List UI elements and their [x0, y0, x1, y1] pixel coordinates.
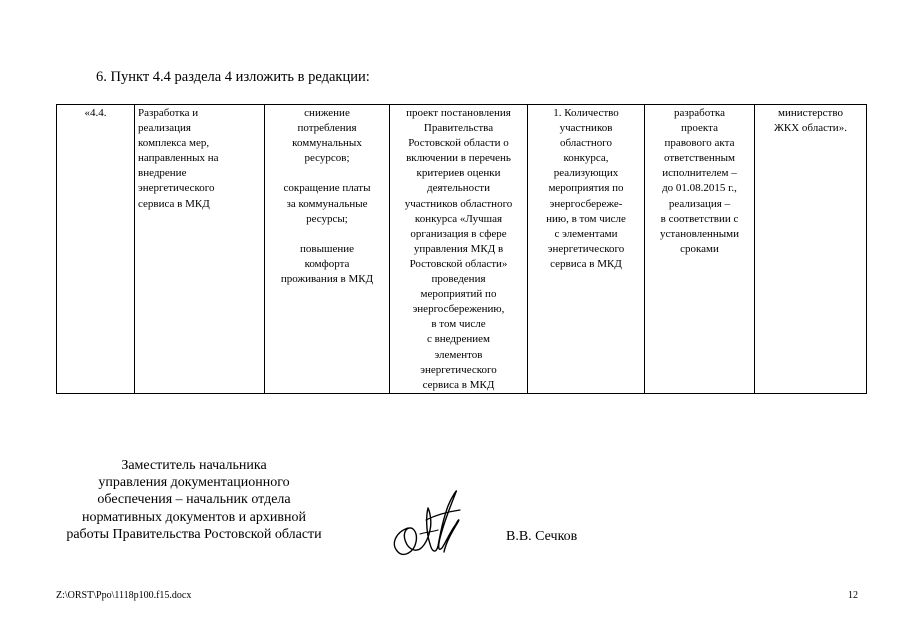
cell-line: энергосбереже-: [549, 197, 623, 210]
signer-name: В.В. Сечков: [506, 529, 578, 544]
cell-line: управления МКД в: [413, 242, 504, 255]
cell-line: областного: [559, 137, 612, 150]
cell-line: Ростовской области о: [408, 137, 509, 150]
cell-line: ЖКХ области».: [774, 122, 847, 135]
cell-line: Правительства: [423, 122, 494, 135]
cell-line: с внедрением: [426, 333, 491, 346]
cell-line: энергетического: [138, 182, 215, 195]
cell-line: Разработка и: [138, 107, 199, 119]
cell-expected-result: [265, 105, 390, 394]
cell-line: министерство: [777, 107, 843, 119]
cell-line: в том числе: [431, 318, 486, 331]
cell-line: элементов: [434, 348, 483, 361]
cell-line: внедрение: [138, 167, 187, 180]
cell-deadline: [645, 105, 755, 394]
cell-line: организация в сфере: [410, 227, 507, 240]
cell-line: проект постановления: [406, 107, 511, 119]
cell-line: комфорта: [304, 257, 350, 270]
signer-title-line: обеспечения – начальник отдела: [97, 492, 291, 508]
file-path: Z:\ORST\Ppo\1118p100.f15.docx: [56, 590, 192, 601]
cell-line: участников областного: [404, 197, 513, 210]
signer-title-line: управления документационного: [98, 475, 290, 491]
cell-spacer: [268, 166, 386, 181]
cell-line: сервиса в МКД: [138, 197, 210, 210]
signer-title: [40, 457, 348, 543]
amendment-heading: 6. Пункт 4.4 раздела 4 изложить в редакции:: [96, 69, 370, 85]
cell-line: 1. Количество: [553, 107, 619, 119]
cell-spacer: [268, 227, 386, 242]
cell-line: деятельности: [427, 182, 490, 195]
page-number: 12: [848, 590, 858, 601]
cell-line: реализующих: [553, 167, 619, 180]
cell-line: исполнителем –: [662, 167, 737, 180]
cell-line: «4.4.: [84, 107, 107, 119]
cell-line: реализация –: [668, 197, 731, 210]
cell-line: энергетического: [420, 363, 497, 376]
cell-line: ресурсов;: [304, 152, 350, 165]
cell-line: критериев оценки: [416, 167, 501, 180]
cell-line: проживания в МКД: [280, 273, 374, 286]
cell-line: сроками: [680, 242, 719, 255]
cell-document: [390, 105, 528, 394]
cell-line: до 01.08.2015 г.,: [662, 182, 737, 195]
cell-line: Ростовской области»: [409, 257, 508, 270]
cell-line: мероприятий по: [420, 288, 497, 301]
table-row: [57, 105, 867, 394]
cell-line: сервиса в МКД: [422, 378, 495, 391]
cell-item-number: [57, 105, 135, 394]
cell-line: энергосбережению,: [412, 303, 505, 316]
cell-line: повышение: [300, 242, 354, 255]
cell-line: за коммунальные: [286, 197, 368, 210]
cell-line: потребления: [297, 122, 357, 135]
signer-title-line: Заместитель начальника: [121, 458, 267, 473]
cell-line: в соответствии с: [660, 212, 739, 225]
cell-line: коммунальных: [292, 137, 362, 150]
cell-measure: [135, 105, 265, 394]
cell-line: ответственным: [664, 152, 735, 165]
cell-line: ресурсы;: [306, 212, 348, 225]
cell-line: с элементами: [554, 227, 618, 240]
cell-line: снижение: [304, 107, 350, 119]
cell-responsible: [755, 105, 867, 394]
signer-title-line: работы Правительства Ростовской области: [66, 526, 322, 542]
cell-indicator: [528, 105, 645, 394]
cell-line: сокращение платы: [283, 182, 371, 195]
cell-line: участников: [559, 122, 613, 135]
cell-line: мероприятия по: [548, 182, 624, 195]
cell-line: включении в перечень: [406, 152, 511, 165]
cell-line: правового акта: [664, 137, 735, 150]
cell-line: проведения: [431, 273, 486, 286]
cell-line: энергетического: [547, 242, 625, 255]
cell-line: комплекса мер,: [138, 137, 210, 150]
amendment-table: [56, 104, 867, 394]
cell-line: разработка: [674, 107, 725, 119]
cell-line: конкурса,: [563, 152, 609, 165]
cell-line: установленными: [659, 227, 740, 240]
cell-line: нию, в том числе: [546, 212, 626, 225]
handwritten-signature: [386, 482, 470, 562]
cell-line: направленных на: [138, 152, 219, 165]
signer-title-line: нормативных документов и архивной: [82, 509, 306, 525]
cell-line: сервиса в МКД: [550, 257, 622, 270]
cell-line: конкурса «Лучшая: [414, 212, 503, 225]
cell-line: реализация: [138, 122, 191, 135]
cell-line: проекта: [681, 122, 718, 135]
